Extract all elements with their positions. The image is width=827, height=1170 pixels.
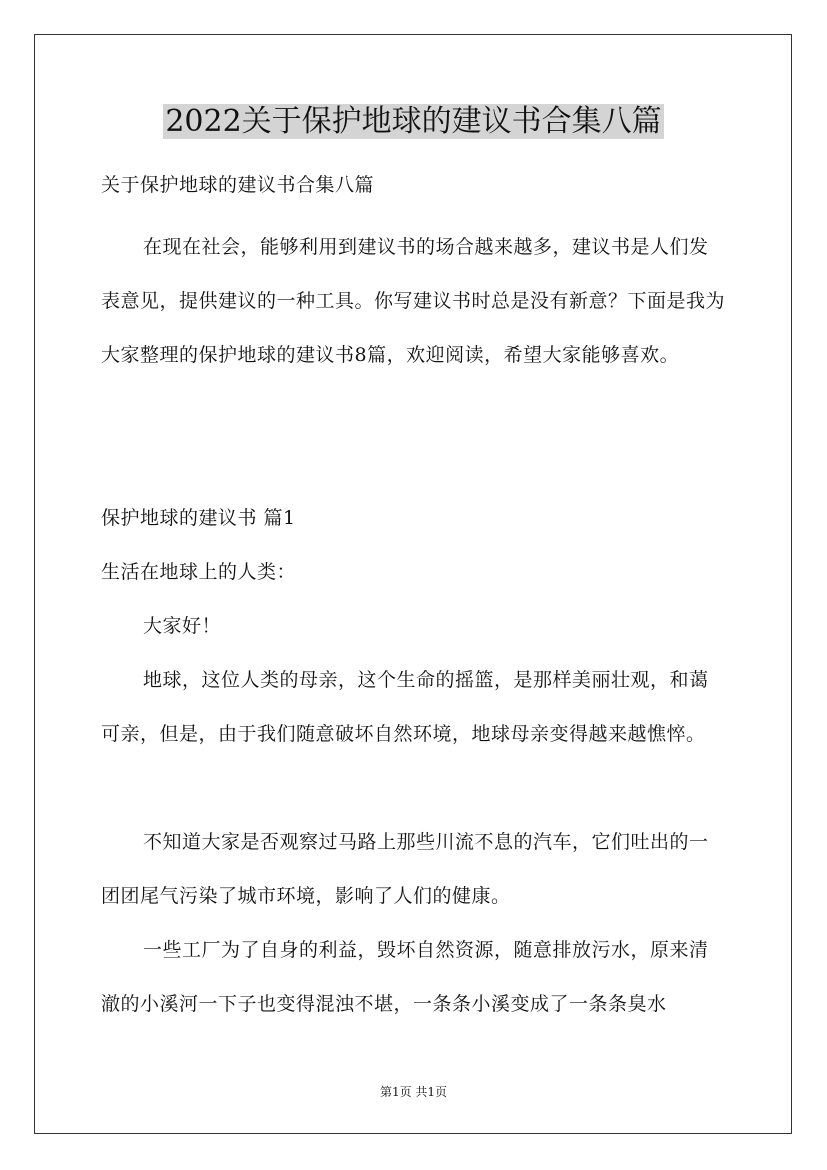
document-title-text: 2022关于保护地球的建议书合集八篇 [165,104,662,139]
salutation: 生活在地球上的人类： [101,561,297,583]
body-paragraph: 不知道大家是否观察过马路上那些川流不息的汽车，它们吐出的一团团尾气污染了城市环境，影响了人们的健康。 [101,831,709,907]
section-heading: 保护地球的建议书 篇1 [101,507,296,529]
page-footer: 第1页 共1页 [379,1085,448,1099]
greeting: 大家好！ [143,615,222,637]
body-paragraph: 一些工厂为了自身的利益，毁坏自然资源，随意排放污水，原来清澈的小溪河一下子也变得混浊不堪，一条条小溪变成了一条条臭水 [101,939,709,1015]
intro-paragraph: 在现在社会，能够利用到建议书的场合越来越多，建议书是人们发表意见，提供建议的一种工具。你写建议书时总是没有新意？下面是我为大家整理的保护地球的建议书8篇，欢迎阅读，希望大家能够喜欢。 [101,236,726,366]
body-paragraph: 地球，这位人类的母亲，这个生命的摇篮，是那样美丽壮观，和蔼可亲，但是，由于我们随意破坏自然环境，地球母亲变得越来越憔悴。 [101,669,709,745]
document-subtitle: 关于保护地球的建议书合集八篇 [101,174,375,196]
document-title [0,100,827,144]
